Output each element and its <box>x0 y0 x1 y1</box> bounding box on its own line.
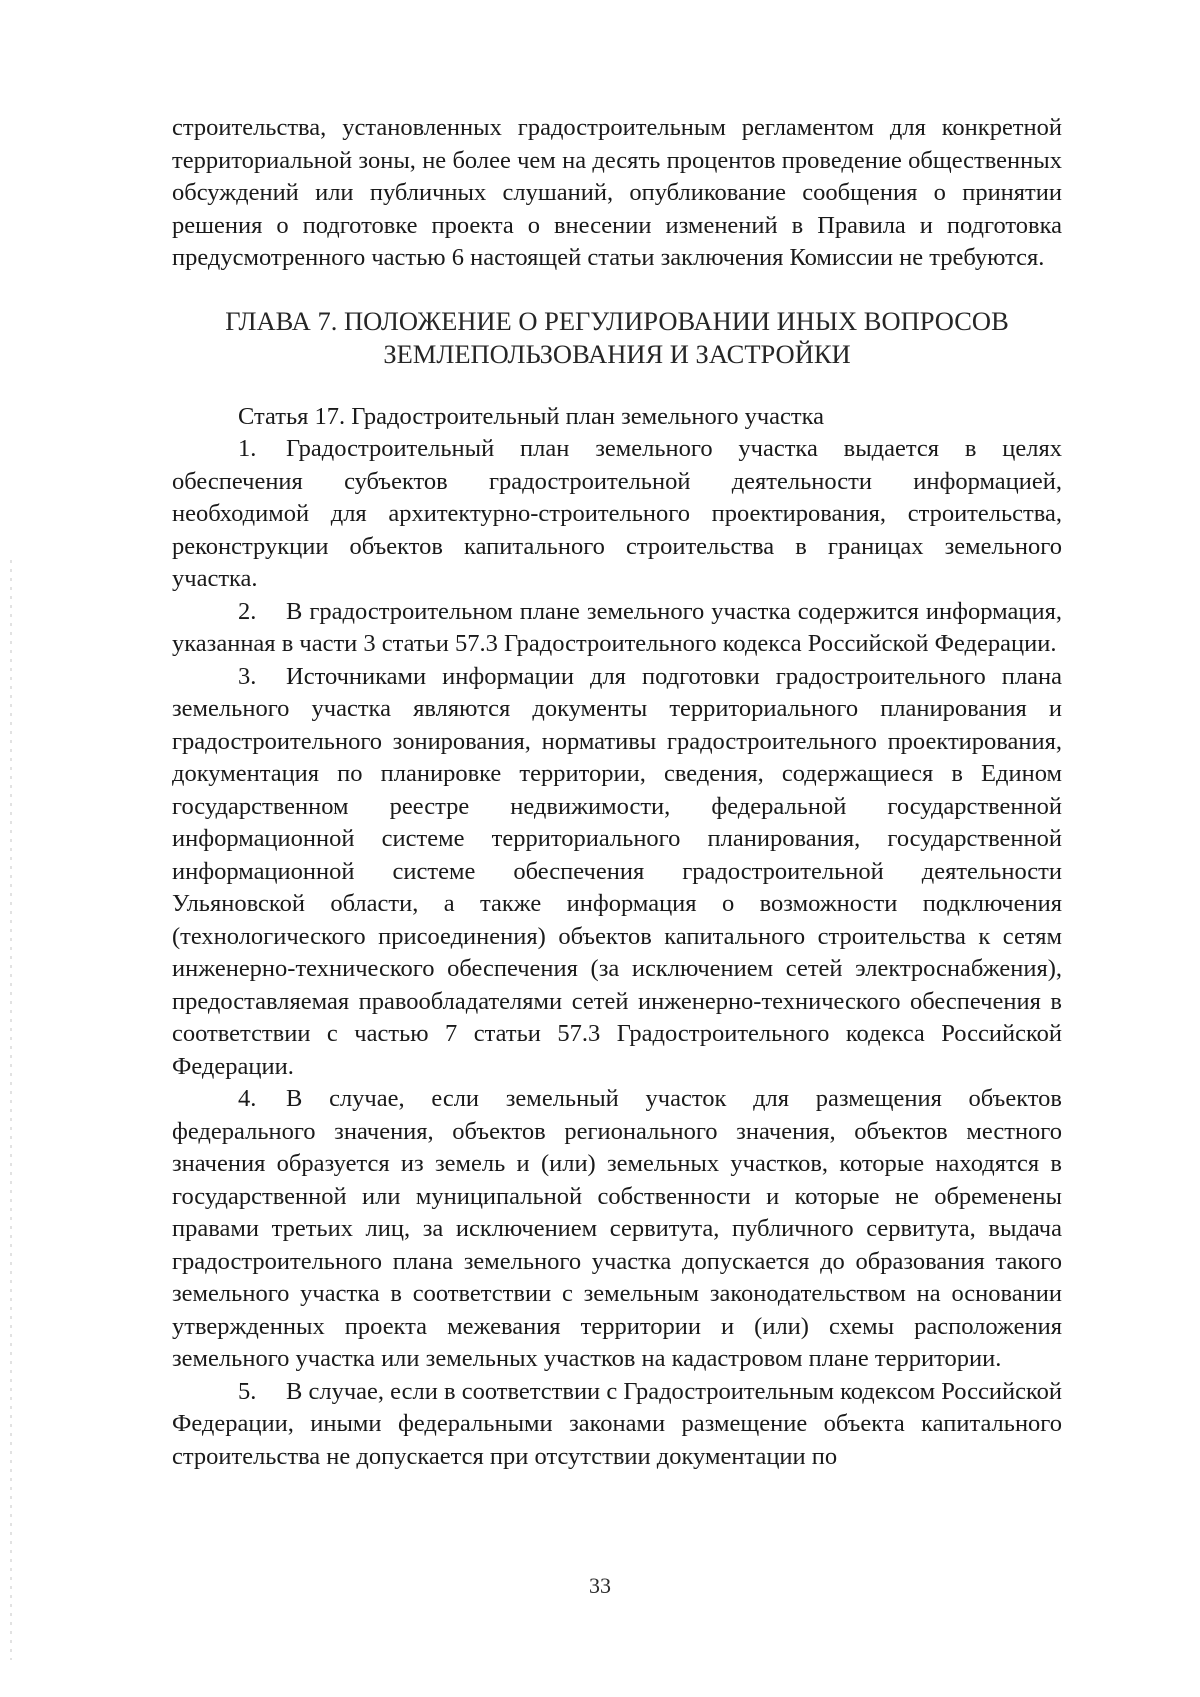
item-text: В градостроительном плане земельного участка содержится информация, указанная в части 3 статьи 57.3 Градостроительного кодекса Российской Федерации. <box>172 597 1062 657</box>
list-item-3 <box>172 661 1062 1084</box>
item-number: 2. <box>238 597 257 625</box>
item-number: 1. <box>238 435 257 462</box>
list-item-5 <box>172 1376 1062 1474</box>
list-item-4 <box>172 1083 1062 1376</box>
item-text: В случае, если земельный участок для размещения объектов федерального значения, объектов регионального значения, объектов местного значения образуется из земель и (или) земельных участков, которые находятся в государственной или муниципальной собственности и которые не обременены правами третьих лиц, за исключением сервитута, публичного сервитута, выдача градостроительного плана земельного участка допускается до образования такого земельного участка в соответствии с земельным законодательством на основании утвержденных проекта межевания территории и (или) схемы расположения земельного участка или земельных участков на кадастровом плане территории. <box>172 1085 1062 1372</box>
item-number: 3. <box>238 662 257 690</box>
chapter-heading-line-2: ЗЕМЛЕПОЛЬЗОВАНИЯ И ЗАСТРОЙКИ <box>383 338 851 369</box>
chapter-heading-line-1: ГЛАВА 7. ПОЛОЖЕНИЕ О РЕГУЛИРОВАНИИ ИНЫХ ВОПРОСОВ <box>225 305 1009 336</box>
scan-edge-artifact <box>10 560 12 1660</box>
item-text: Источниками информации для подготовки градостроительного плана земельного участка являются документы территориального планирования и градостроительного зонирования, нормативы градостроительного проектирования, документация по планировке территории, сведения, содержащиеся в Едином государственном реестре недвижимости, федеральной государственной информационной системе территориального планирования, государственной информационной системе обеспечения градостроительной деятельности Ульяновской области, а также информация о возможности подключения (технологического присоединения) объектов капитального строительства к сетям инженерно-технического обеспечения (за исключением сетей электроснабжения), предоставляемая правообладателями сетей инженерно-технического обеспечения в соответствии с частью 7 статьи 57.3 Градостроительного кодекса Российской Федерации. <box>172 662 1062 1080</box>
chapter-heading <box>172 305 1062 371</box>
item-number: 5. <box>238 1377 257 1405</box>
list-item-2 <box>172 596 1062 661</box>
item-number: 4. <box>238 1085 257 1112</box>
item-text: В случае, если в соответствии с Градостроительным кодексом Российской Федерации, иными федеральными законами размещение объекта капитального строительства не допускается при отсутствии документации по <box>172 1377 1062 1470</box>
list-item-1 <box>172 433 1062 596</box>
document-page <box>172 112 1062 1473</box>
item-text: Градостроительный план земельного участка выдается в целях обеспечения субъектов градостроительной деятельности информацией, необходимой для архитектурно-строительного проектирования, строительства, реконструкции объектов капитального строительства в границах земельного участка. <box>172 435 1062 592</box>
page-number: 33 <box>589 1573 611 1598</box>
continuation-paragraph: строительства, установленных градостроительным регламентом для конкретной территориальной зоны, не более чем на десять процентов проведение общественных обсуждений или публичных слушаний, опубликование сообщения о принятии решения о подготовке проекта о внесении изменений в Правила и подготовка предусмотренного частью 6 настоящей статьи заключения Комиссии не требуются. <box>172 114 1062 271</box>
article-title: Статья 17. Градостроительный план земельного участка <box>238 402 825 430</box>
